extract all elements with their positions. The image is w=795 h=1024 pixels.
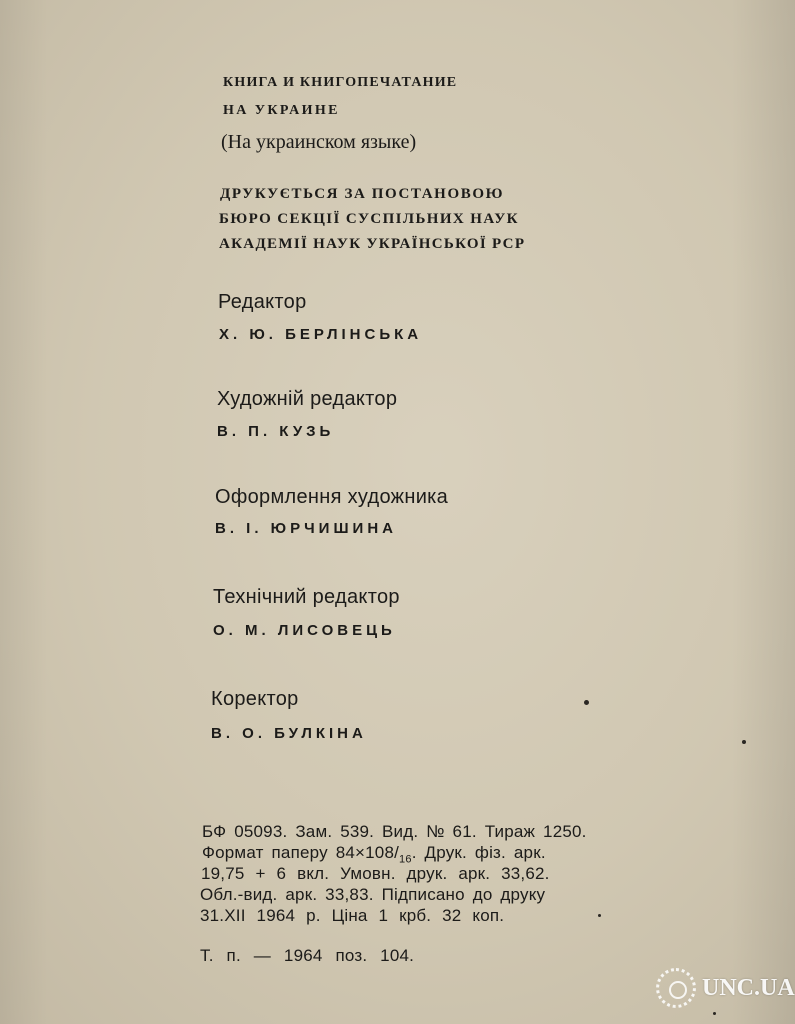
credit-name-tech-editor: О. М. ЛИСОВЕЦЬ bbox=[213, 622, 396, 639]
ink-speck bbox=[584, 700, 589, 705]
approval-line-2: БЮРО СЕКЦІЇ СУСПІЛЬНИХ НАУК bbox=[219, 211, 519, 227]
watermark bbox=[656, 968, 795, 1008]
printing-plan: Т. п. — 1964 поз. 104. bbox=[200, 946, 415, 965]
title-line-1: КНИГА И КНИГОПЕЧАТАНИЕ bbox=[223, 75, 458, 90]
imprint-print-sheets: . Друк. фіз. арк. bbox=[411, 843, 546, 862]
credit-name-proofreader: В. О. БУЛКІНА bbox=[211, 725, 367, 742]
imprint-line-5: 31.XII 1964 р. Ціна 1 крб. 32 коп. bbox=[200, 906, 505, 925]
imprint-line-4: Обл.-вид. арк. 33,83. Підписано до друку bbox=[200, 885, 546, 904]
sun-icon bbox=[656, 968, 696, 1008]
imprint-line-2 bbox=[202, 843, 546, 865]
ink-speck bbox=[598, 914, 601, 917]
credit-role-proofreader: Коректор bbox=[211, 688, 299, 710]
ink-speck bbox=[713, 1012, 716, 1015]
credit-name-designer: В. І. ЮРЧИШИНА bbox=[215, 520, 397, 537]
watermark-text: UNC.UA bbox=[702, 974, 795, 1001]
imprint-format: Формат паперу 84×108/ bbox=[202, 843, 400, 862]
title-line-3: (На украинском языке) bbox=[221, 131, 417, 153]
credit-role-tech-editor: Технічний редактор bbox=[213, 586, 400, 608]
imprint-line-1: БФ 05093. Зам. 539. Вид. № 61. Тираж 1250. bbox=[202, 822, 587, 841]
credit-name-art-editor: В. П. КУЗЬ bbox=[217, 423, 335, 440]
ink-speck bbox=[742, 740, 746, 744]
approval-line-3: АКАДЕМІЇ НАУК УКРАЇНСЬКОЇ РСР bbox=[219, 236, 526, 252]
credit-role-editor: Редактор bbox=[218, 291, 307, 313]
credit-role-designer: Оформлення художника bbox=[215, 486, 449, 508]
imprint-line-3: 19,75 + 6 вкл. Умовн. друк. арк. 33,62. bbox=[201, 864, 550, 883]
approval-line-1: ДРУКУЄТЬСЯ ЗА ПОСТАНОВОЮ bbox=[220, 186, 505, 202]
credit-name-editor: Х. Ю. БЕРЛІНСЬКА bbox=[219, 326, 423, 343]
imprint-format-fraction: 16 bbox=[399, 853, 412, 866]
title-line-2: НА УКРАИНЕ bbox=[223, 103, 340, 118]
credit-role-art-editor: Художній редактор bbox=[217, 388, 398, 410]
